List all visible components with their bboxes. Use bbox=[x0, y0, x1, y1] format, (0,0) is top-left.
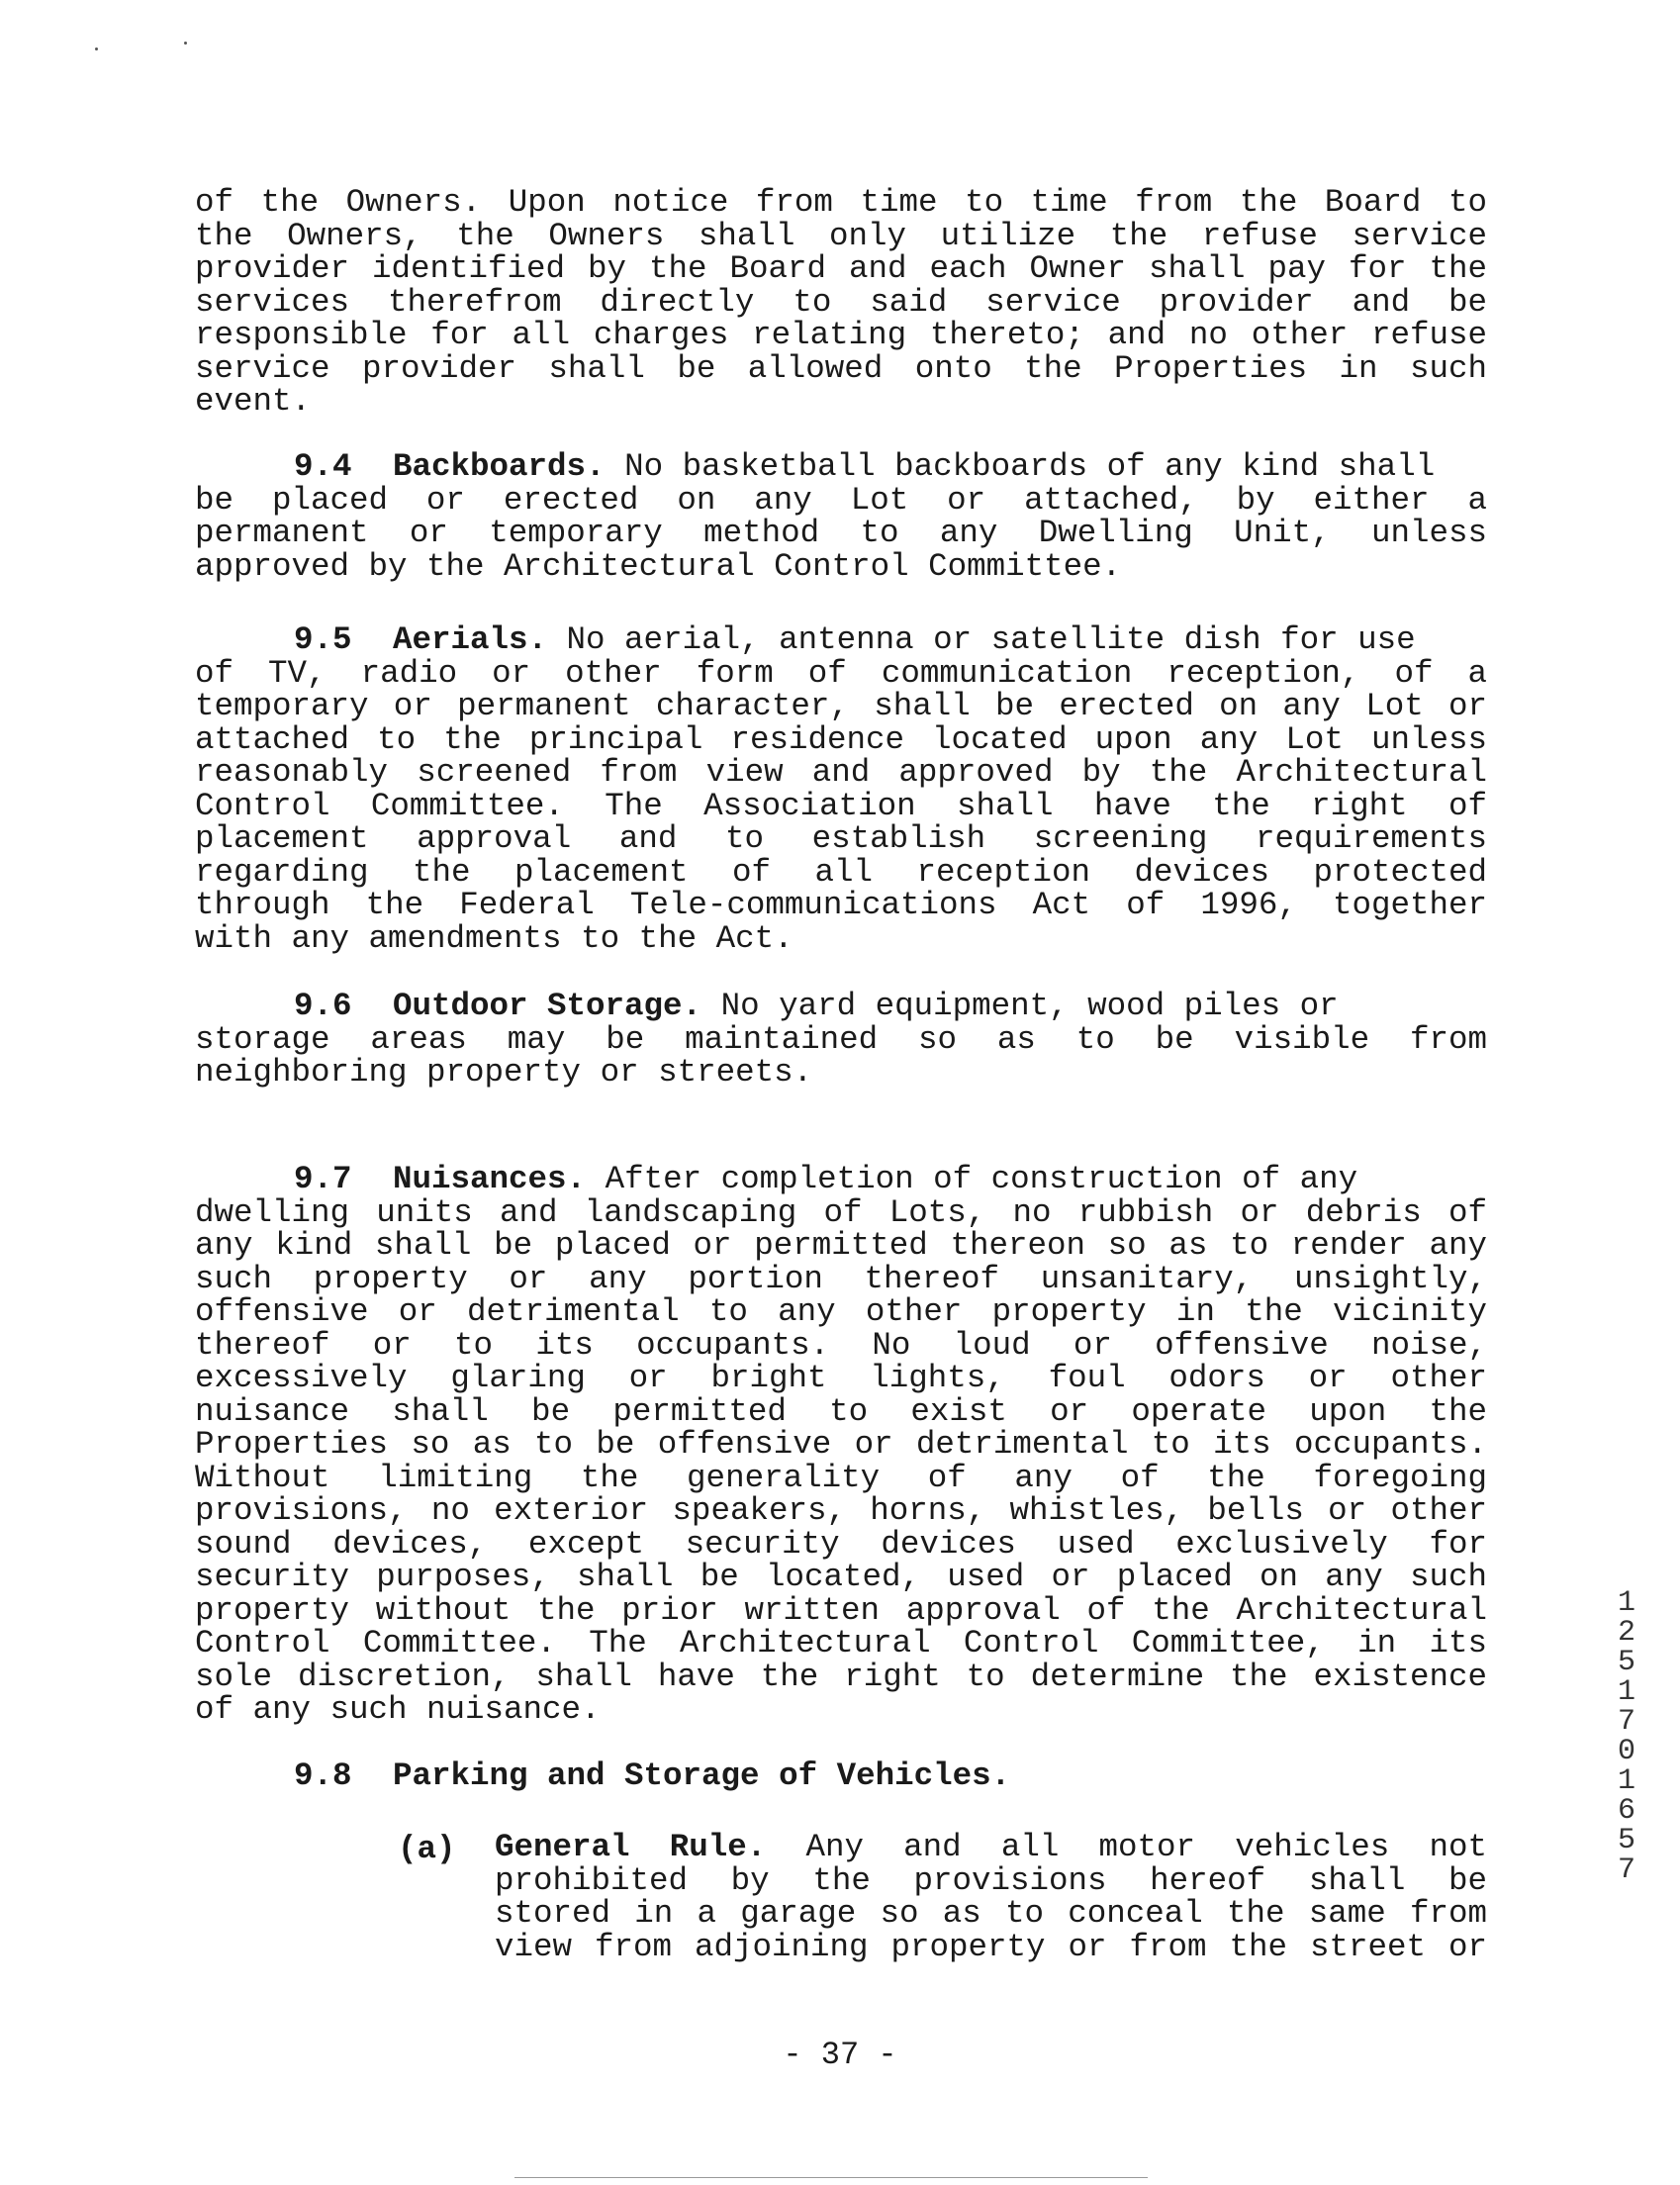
text-line: No yard equipment, wood piles or bbox=[720, 988, 1339, 1024]
scan-speck bbox=[95, 48, 98, 50]
text-line: service provider shall be allowed onto the Properties in such bbox=[195, 349, 1487, 387]
text-line: with any amendments to the Act. bbox=[195, 919, 793, 957]
margin-digit: 1 bbox=[1617, 1764, 1635, 1798]
section-heading: Outdoor Storage. bbox=[393, 988, 702, 1024]
text-line: provisions, no exterior speakers, horns, whistles, bells or other bbox=[195, 1492, 1487, 1529]
text-line: through the Federal Tele-communications Act of 1996, together bbox=[195, 887, 1487, 923]
section-9-4 bbox=[195, 450, 1487, 583]
text-line: sound devices, except security devices used exclusively for bbox=[195, 1525, 1487, 1563]
text-line: permanent or temporary method to any Dwelling Unit, unless bbox=[195, 515, 1487, 551]
text-line: Control Committee. The Association shall have the right of bbox=[195, 787, 1487, 824]
section-number: 9.6 bbox=[294, 988, 352, 1024]
scan-speck bbox=[184, 42, 187, 45]
text-line: After completion of construction of any bbox=[605, 1161, 1358, 1197]
margin-digit: 2 bbox=[1617, 1616, 1635, 1650]
margin-digit: 5 bbox=[1617, 1824, 1635, 1857]
margin-digit: 0 bbox=[1617, 1735, 1635, 1768]
text-line: event. bbox=[195, 383, 312, 420]
section-9-5 bbox=[195, 623, 1487, 955]
subsection-label: (a) bbox=[398, 1831, 456, 1867]
text-line: provider identified by the Board and each Owner shall pay for the bbox=[195, 250, 1487, 287]
text-line: sole discretion, shall have the right to determine the existence bbox=[195, 1658, 1487, 1695]
section-number: 9.5 bbox=[294, 621, 352, 658]
text-line: Without limiting the generality of any of the foregoing bbox=[195, 1459, 1487, 1496]
section-heading: Parking and Storage of Vehicles. bbox=[393, 1758, 1011, 1794]
margin-digit: 6 bbox=[1617, 1794, 1635, 1828]
section-heading: Backboards. bbox=[393, 448, 606, 485]
section-number: 9.4 bbox=[294, 448, 352, 485]
text-line: attached to the principal residence located upon any Lot unless bbox=[195, 720, 1487, 758]
margin-recording-number bbox=[1611, 1588, 1642, 1885]
margin-digit: 1 bbox=[1617, 1675, 1635, 1709]
text-line: property without the prior written approval of the Architectural bbox=[195, 1591, 1487, 1629]
margin-digit: 7 bbox=[1617, 1853, 1635, 1887]
text-line: dwelling units and landscaping of Lots, no rubbish or debris of bbox=[195, 1193, 1487, 1231]
margin-digit: 5 bbox=[1617, 1646, 1635, 1679]
text-line: security purposes, shall be located, used or placed on any such bbox=[195, 1559, 1487, 1595]
text-line: approved by the Architectural Control Committee. bbox=[195, 547, 1122, 585]
text-line: Any and all motor vehicles not bbox=[805, 1829, 1487, 1865]
text-line: of the Owners. Upon notice from time to time from the Board to bbox=[195, 184, 1487, 221]
text-line: temporary or permanent character, shall be erected on any Lot or bbox=[195, 688, 1487, 724]
text-line: view from adjoining property or from the street or bbox=[495, 1928, 1487, 1965]
text-line: responsible for all charges relating thereto; and no other refuse bbox=[195, 317, 1487, 353]
text-line: prohibited by the provisions hereof shall be bbox=[495, 1861, 1487, 1899]
text-line: regarding the placement of all reception devices protected bbox=[195, 853, 1487, 891]
text-line: offensive or detrimental to any other property in the vicinity bbox=[195, 1293, 1487, 1330]
text-line: stored in a garage so as to conceal the same from bbox=[495, 1895, 1487, 1932]
intro-paragraph bbox=[195, 186, 1487, 419]
text-line: excessively glaring or bright lights, foul odors or other bbox=[195, 1360, 1487, 1396]
margin-digit: 7 bbox=[1617, 1705, 1635, 1739]
text-line: of any such nuisance. bbox=[195, 1691, 601, 1728]
text-line: nuisance shall be permitted to exist or operate upon the bbox=[195, 1392, 1487, 1430]
text-line: any kind shall be placed or permitted thereon so as to render any bbox=[195, 1227, 1487, 1264]
subsection-a bbox=[495, 1831, 1487, 1963]
section-heading: Aerials. bbox=[393, 621, 548, 658]
section-9-6 bbox=[195, 990, 1487, 1090]
text-line: thereof or to its occupants. No loud or offensive noise, bbox=[195, 1326, 1487, 1364]
text-line: Control Committee. The Architectural Control Committee, in its bbox=[195, 1625, 1487, 1662]
text-line: No aerial, antenna or satellite dish for use bbox=[566, 621, 1416, 658]
margin-digit: 1 bbox=[1617, 1586, 1635, 1620]
text-line: the Owners, the Owners shall only utilize the refuse service bbox=[195, 217, 1487, 254]
text-line: Properties so as to be offensive or detrimental to its occupants. bbox=[195, 1426, 1487, 1463]
text-line: such property or any portion thereof unsanitary, unsightly, bbox=[195, 1260, 1487, 1297]
text-line: placement approval and to establish screening requirements bbox=[195, 820, 1487, 857]
section-9-7 bbox=[195, 1163, 1487, 1727]
text-line: reasonably screened from view and approved by the Architectural bbox=[195, 754, 1487, 791]
text-line: neighboring property or streets. bbox=[195, 1054, 813, 1091]
text-line: storage areas may be maintained so as to be visible from bbox=[195, 1020, 1487, 1058]
page-number: - 37 - bbox=[783, 2037, 897, 2073]
text-line: be placed or erected on any Lot or attached, by either a bbox=[195, 481, 1487, 519]
subsection-heading: General Rule. bbox=[495, 1829, 767, 1865]
section-number: 9.7 bbox=[294, 1161, 352, 1197]
text-line: of TV, radio or other form of communication reception, of a bbox=[195, 654, 1487, 692]
scan-edge-line bbox=[514, 2177, 1148, 2178]
section-heading: Nuisances. bbox=[393, 1161, 587, 1197]
text-line: services therefrom directly to said service provider and be bbox=[195, 283, 1487, 321]
text-line: No basketball backboards of any kind shall bbox=[624, 448, 1436, 485]
section-number: 9.8 bbox=[294, 1758, 352, 1794]
section-9-8 bbox=[195, 1759, 1487, 1793]
